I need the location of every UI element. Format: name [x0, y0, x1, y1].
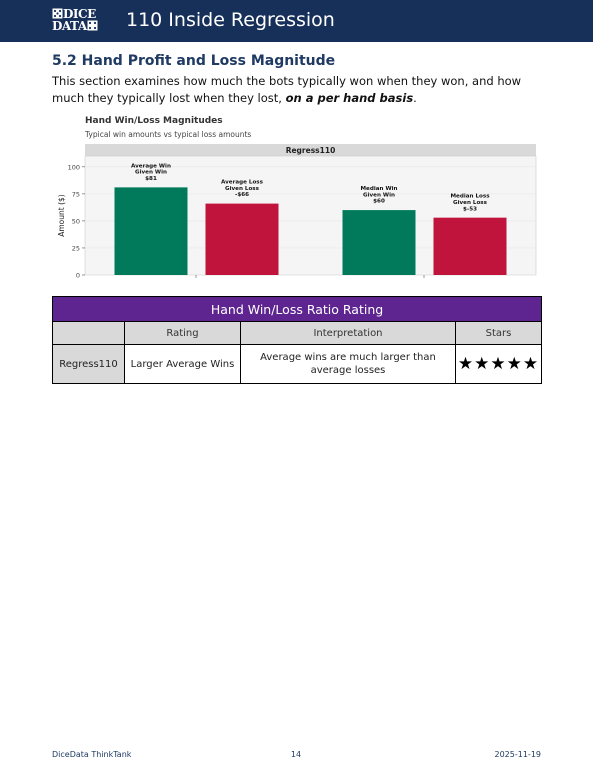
y-tick-label: 100	[67, 163, 80, 172]
intro-text: This section examines how much the bots typically won when they won, and how much they typically lost when they lost,	[52, 74, 522, 105]
y-tick-label: 0	[75, 271, 80, 280]
win-loss-bar-chart	[0, 0, 593, 290]
row-name: Regress110	[53, 345, 125, 384]
bar-data-label: Median Loss Given Loss $-53	[450, 193, 490, 213]
table-header-stars: Stars	[456, 322, 542, 345]
y-tick-label: 50	[71, 217, 80, 226]
row-rating: Larger Average Wins	[125, 345, 241, 384]
footer-page-number: 14	[290, 750, 302, 759]
document-title: 110 Inside Regression	[126, 9, 335, 31]
logo-text-data: DATA	[52, 19, 87, 33]
row-interpretation: Average wins are much larger than average losses	[241, 345, 456, 384]
bar	[115, 187, 188, 275]
logo-text-dice: DICE	[63, 7, 96, 21]
table-header-rating: Rating	[125, 322, 241, 345]
rating-table	[52, 296, 542, 384]
section-title: 5.2 Hand Profit and Loss Magnitude	[52, 53, 336, 69]
intro-emphasis: on a per hand basis	[285, 91, 414, 105]
bar	[434, 218, 507, 275]
rating-table-title: Hand Win/Loss Ratio Rating	[53, 297, 542, 322]
row-stars: ★★★★★	[456, 345, 542, 384]
y-tick-label: 75	[71, 190, 80, 199]
bar	[343, 210, 416, 275]
y-tick-label: 25	[71, 244, 80, 253]
footer-org: DiceData ThinkTank	[52, 750, 132, 759]
chart-title: Hand Win/Loss Magnitudes	[85, 116, 223, 126]
table-header-interpretation: Interpretation	[241, 322, 456, 345]
table-row	[53, 345, 542, 384]
bar-data-label: Median Win Given Win $60	[360, 186, 398, 205]
y-axis-label: Amount ($)	[57, 194, 66, 237]
bar	[206, 204, 279, 275]
chart-subtitle: Typical win amounts vs typical loss amounts	[85, 130, 252, 139]
bar-data-label: Average Loss Given Loss -$66	[221, 179, 263, 199]
intro-end: .	[413, 91, 417, 105]
footer-date: 2025-11-19	[494, 750, 541, 759]
facet-label: Regress110	[285, 146, 336, 155]
bar-data-label: Average Win Given Win $81	[131, 163, 171, 182]
table-header-blank	[53, 322, 125, 345]
